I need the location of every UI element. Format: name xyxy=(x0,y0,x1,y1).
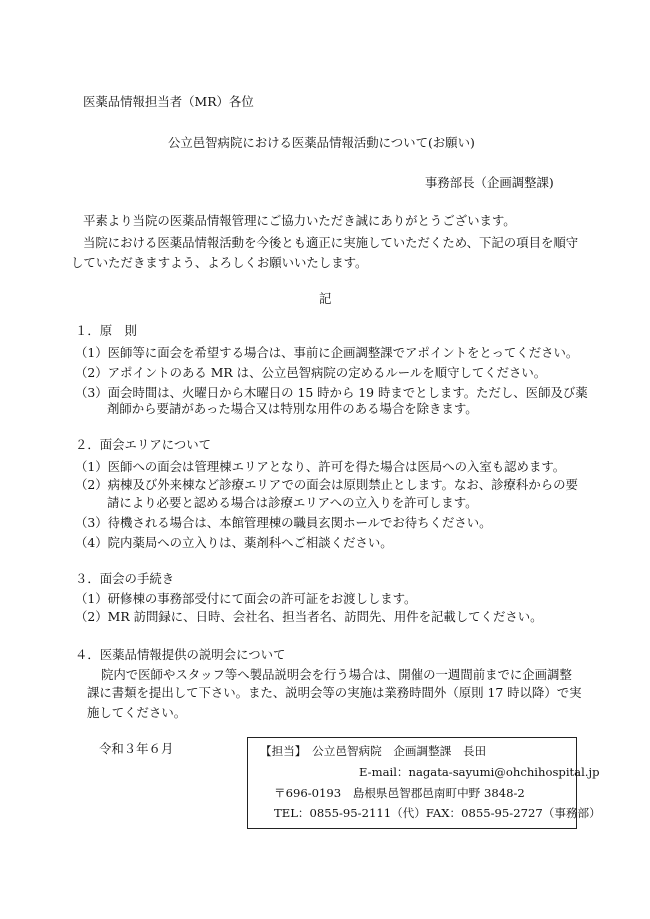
contact-box xyxy=(247,737,601,829)
section-1-line-1: （1）医師等に面会を希望する場合は、事前に企画調整課でアポイントをとってください。 xyxy=(75,345,579,360)
contact-person: 【担当】 公立邑智病院 企画調整課 長田 xyxy=(260,744,487,758)
issue-date: 令和３年６月 xyxy=(99,741,174,756)
section-1-line-4: 剤師から要請があった場合又は特別な用件のある場合を除きます。 xyxy=(107,401,478,416)
section-4-line-3: 施してください。 xyxy=(87,705,187,720)
sender: 事務部長（企画調整課) xyxy=(425,175,554,190)
section-2-line-3: 請により必要と認める場合は診療エリアへの立入りを許可します。 xyxy=(107,495,478,510)
ki-heading: 記 xyxy=(319,291,332,306)
section-2-line-4: （3）待機される場合は、本館管理棟の職員玄関ホールでお待ちください。 xyxy=(75,515,492,530)
document-title: 公立邑智病院における医薬品情報活動について(お願い) xyxy=(168,135,475,150)
intro-line-1: 平素より当院の医薬品情報管理にご協力いただき誠にありがとうございます。 xyxy=(83,213,516,228)
section-2-heading: ２．面会エリアについて xyxy=(75,437,212,452)
section-3-heading: ３．面会の手続き xyxy=(75,571,175,586)
section-1-line-2: （2）アポイントのある MR は、公立邑智病院の定めるルールを順守してください。 xyxy=(75,365,547,380)
section-4-line-2: 課に書類を提出して下さい。また、説明会等の実施は業務時間外（原則 17 時以降）で実 xyxy=(87,685,582,700)
section-4-heading: ４．医薬品情報提供の説明会について xyxy=(75,647,286,662)
section-4-line-1: 院内で医師やスタッフ等へ製品説明会を行う場合は、開催の一週間前までに企画調整 xyxy=(101,667,572,682)
section-3-line-1: （1）研修棟の事務部受付にて面会の許可証をお渡しします。 xyxy=(75,591,417,606)
contact-email: E-mail：nagata-sayumi@ohchihospital.jp xyxy=(359,765,600,779)
contact-phone: TEL：0855-95-2111（代）FAX：0855-95-2727（事務部） xyxy=(274,806,601,820)
contact-address: 〒696-0193 島根県邑智郡邑南町中野 3848-2 xyxy=(274,786,525,800)
section-2-line-1: （1）医師への面会は管理棟エリアとなり、許可を得た場合は医局への入室も認めます。 xyxy=(75,459,566,474)
addressee: 医薬品情報担当者（MR）各位 xyxy=(83,94,254,109)
section-1-line-3: （3）面会時間は、火曜日から木曜日の 15 時から 19 時までとします。ただし、医師及び薬 xyxy=(75,385,588,400)
intro-line-3: していただきますよう、よろしくお願いいたします。 xyxy=(71,255,368,270)
section-2-line-5: （4）院内薬局への立入りは、薬剤科へご相談ください。 xyxy=(75,535,393,550)
intro-line-2: 当院における医薬品情報活動を今後とも適正に実施していただくため、下記の項目を順守 xyxy=(83,235,579,250)
section-1-heading: １．原 則 xyxy=(75,323,137,338)
section-2-line-2: （2）病棟及び外来棟など診療エリアでの面会は原則禁止とします。なお、診療科からの要 xyxy=(75,477,578,492)
section-3-line-2: （2）MR 訪問録に、日時、会社名、担当者名、訪問先、用件を記載してください。 xyxy=(75,609,543,624)
